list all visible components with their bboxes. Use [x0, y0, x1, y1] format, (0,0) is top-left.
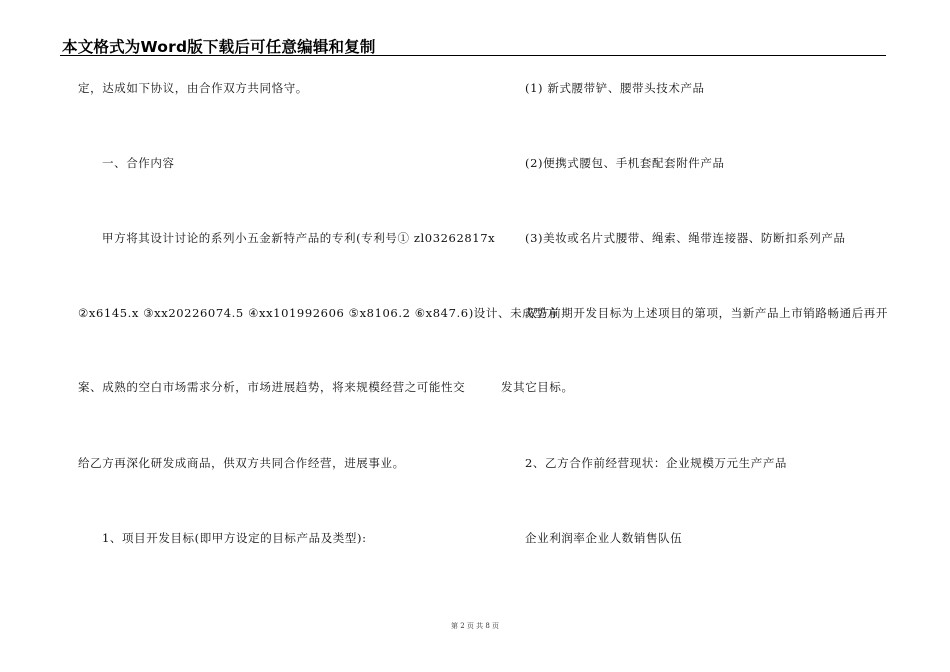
- paragraph-line: 甲方将其设计讨论的系列小五金新特产品的专利(专利号① zl03262817x: [102, 231, 496, 245]
- page-header-title: 本文格式为Word版下载后可任意编辑和复制: [62, 38, 376, 56]
- list-item: (2)便携式腰包、手机套配套附件产品: [525, 156, 725, 170]
- paragraph-line: 企业利润率企业人数销售队伍: [525, 531, 683, 545]
- paragraph-line: 双方前期开发目标为上述项目的第项，当新产品上市销路畅通后再开: [525, 306, 888, 320]
- paragraph-line: 发其它目标。: [501, 380, 574, 394]
- paragraph-line: ②x6145.x ③xx20226074.5 ④xx101992606 ⑤x8106.2 ⑥x847.6)设计、未成型方: [78, 306, 559, 320]
- paragraph-line: 案、成熟的空白市场需求分析，市场进展趋势，将来规模经营之可能性交: [78, 380, 466, 394]
- subsection-heading: 2、乙方合作前经营现状：企业规模万元生产产品: [525, 456, 788, 470]
- list-item: (3)美妆或名片式腰带、绳索、绳带连接器、防断扣系列产品: [525, 231, 846, 245]
- section-heading: 一、合作内容: [102, 156, 175, 170]
- header-rule: [60, 55, 886, 56]
- subsection-heading: 1、项目开发目标(即甲方设定的目标产品及类型):: [102, 531, 367, 545]
- paragraph-line: 定，达成如下协议，由合作双方共同恪守。: [78, 81, 308, 95]
- paragraph-line: 给乙方再深化研发成商品，供双方共同合作经营，进展事业。: [78, 456, 405, 470]
- list-item: (1) 新式腰带铲、腰带头技术产品: [525, 81, 705, 95]
- page-number: 第 2 页 共 8 页: [450, 622, 500, 630]
